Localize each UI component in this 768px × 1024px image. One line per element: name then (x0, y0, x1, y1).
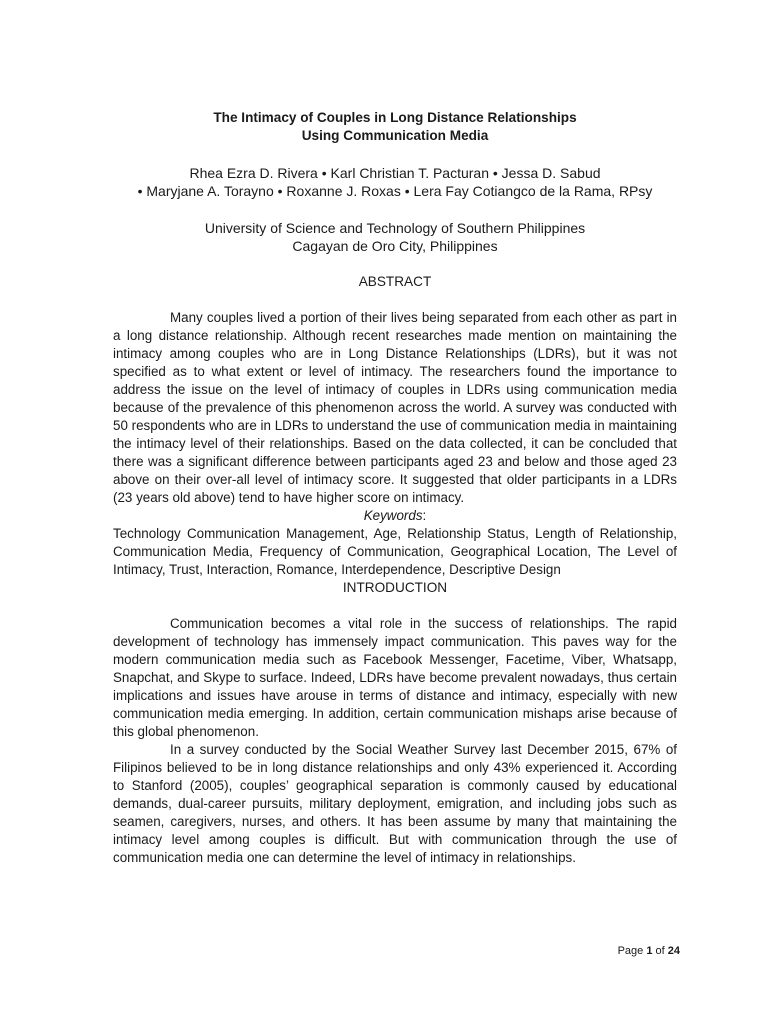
paper-title (113, 109, 677, 145)
introduction-heading: INTRODUCTION (342, 580, 448, 595)
page-total: 24 (667, 945, 680, 957)
affiliation-line-1: University of Science and Technology of Southern Philippines (204, 220, 586, 236)
authors-line-2: • Maryjane A. Torayno • Roxanne J. Roxas • Lera Fay Cotiangco de la Rama, RPsy (137, 183, 653, 199)
abstract-heading: ABSTRACT (358, 274, 432, 289)
affiliation-line-2: Cagayan de Oro City, Philippines (292, 238, 498, 254)
abstract-text: Many couples lived a portion of their lives being separated from each other as part in a long distance relationship. Although recent researches made mention on maintaining the intimacy among couples who are in Long Distance Relationships (LDRs), but it was not specified as to what extent or level of intimacy. The researchers found the importance to address the issue on the level of intimacy of couples in LDRs using communication media because of the prevalence of this phenomenon across the world. A survey was conducted with 50 respondents who are in LDRs to understand the use of communication media in maintaining the intimacy level of their relationships. Based on the data collected, it can be concluded that there was a significant difference between participants aged 23 and below and those aged 23 above on their over-all level of intimacy score. It suggested that older participants in a LDRs (23 years old above) tend to have higher score on intimacy. (113, 310, 677, 505)
keywords-label-text: Keywords (363, 508, 423, 523)
page-of: of (652, 945, 668, 957)
title-line-2: Using Communication Media (301, 128, 489, 143)
document-page (113, 109, 677, 867)
introduction-paragraph-2: In a survey conducted by the Social Weather Survey last December 2015, 67% of Filipinos believed to be in long distance relationships and only 43% experienced it. According to Stanford (2005), couples’ geographical separation is commonly caused by educational demands, dual-career pursuits, military deployment, emigration, and including jobs such as seamen, caregivers, nurses, and others. It has been assume by many that maintaining the intimacy level among couples is difficult. But with communication through the use of communication media one can determine the level of intimacy in relationships. (113, 742, 677, 865)
keywords-label (113, 507, 677, 525)
authors-line-1: Rhea Ezra D. Rivera • Karl Christian T. Pacturan • Jessa D. Sabud (189, 165, 601, 181)
affiliation (113, 219, 677, 255)
author-list (113, 164, 677, 200)
page-current: 1 (646, 945, 653, 957)
title-line-1: The Intimacy of Couples in Long Distance Relationships (213, 110, 577, 125)
page-word: Page (617, 945, 647, 957)
introduction-paragraph-1: Communication becomes a vital role in the success of relationships. The rapid development of technology has immensely impact communication. This paves way for the modern communication media such as Facebook Messenger, Facetime, Viber, Whatsapp, Snapchat, and Skype to surface. Indeed, LDRs have become prevalent nowadays, thus certain implications and issues have arouse in terms of distance and intimacy, especially with new communication media emerging. In addition, certain communication mishaps arise because of this global phenomenon. (113, 616, 677, 739)
keywords-label-colon: : (422, 508, 427, 523)
page-number (618, 944, 680, 958)
keywords-text: Technology Communication Management, Age, Relationship Status, Length of Relationship, Communication Media, Frequency of Communication, Geographical Location, The Level of Intimacy, Trust, Interaction, Romance, Interdependence, Descriptive Design (113, 526, 677, 577)
